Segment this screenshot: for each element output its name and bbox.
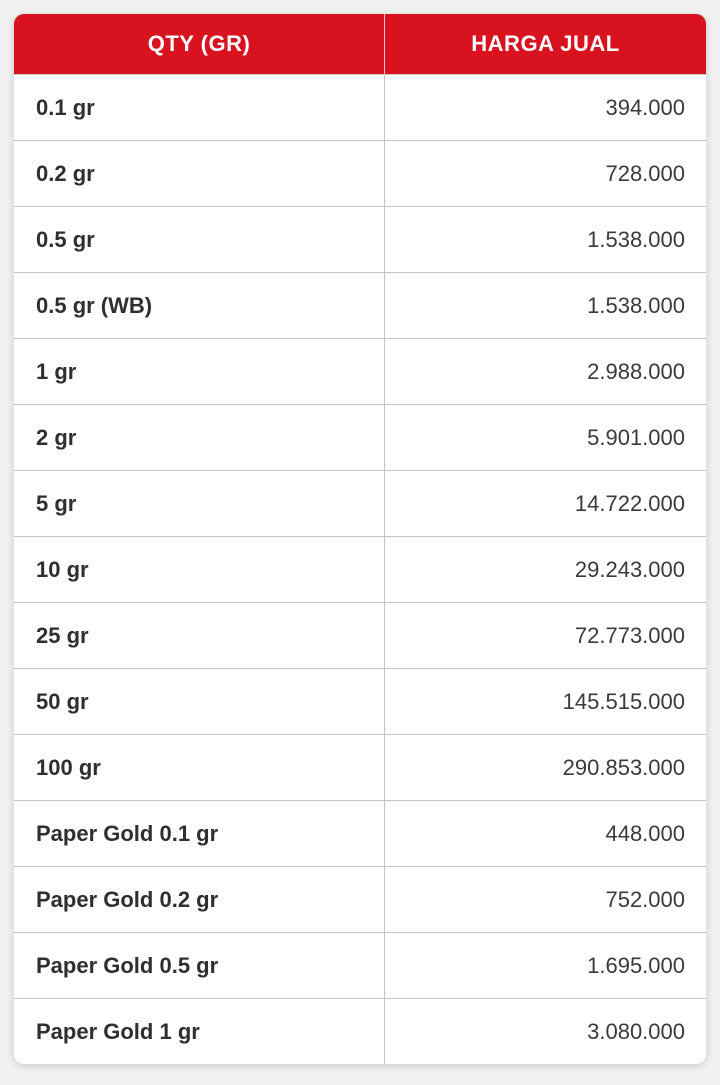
qty-cell: 0.5 gr (WB) [14,273,385,338]
qty-cell: Paper Gold 1 gr [14,999,385,1064]
price-cell: 14.722.000 [574,490,685,516]
qty-cell: Paper Gold 0.2 gr [14,867,385,932]
table-row [14,998,706,1064]
table-row [14,206,706,272]
price-cell: 290.853.000 [562,754,685,780]
price-cell: 72.773.000 [574,622,685,648]
price-cell: 448.000 [605,820,685,846]
table-row [14,470,706,536]
price-cell: 3.080.000 [587,1018,685,1044]
qty-cell: 5 gr [14,471,385,536]
table-row [14,932,706,998]
qty-cell: 2 gr [14,405,385,470]
qty-cell: Paper Gold 0.5 gr [14,933,385,998]
table-row [14,272,706,338]
qty-cell: Paper Gold 0.1 gr [14,801,385,866]
price-cell: 728.000 [605,160,685,186]
qty-cell: 0.1 gr [14,75,385,140]
price-cell: 1.538.000 [587,292,685,318]
table-row [14,140,706,206]
table-body [14,74,706,1064]
header-cell-harga-jual: HARGA JUAL [471,31,620,56]
price-cell: 5.901.000 [587,424,685,450]
table-row [14,800,706,866]
qty-cell: 0.2 gr [14,141,385,206]
qty-cell: 0.5 gr [14,207,385,272]
price-cell: 2.988.000 [587,358,685,384]
price-table-card [14,14,706,1064]
table-row [14,734,706,800]
qty-cell: 25 gr [14,603,385,668]
table-row [14,404,706,470]
qty-cell: 1 gr [14,339,385,404]
table-header-row [14,14,706,74]
price-cell: 145.515.000 [562,688,685,714]
header-cell-qty: QTY (GR) [14,14,385,74]
price-cell: 1.695.000 [587,952,685,978]
price-cell: 394.000 [605,94,685,120]
price-cell: 29.243.000 [574,556,685,582]
price-cell: 1.538.000 [587,226,685,252]
table-row [14,74,706,140]
qty-cell: 10 gr [14,537,385,602]
table-row [14,602,706,668]
qty-cell: 50 gr [14,669,385,734]
table-row [14,338,706,404]
table-row [14,866,706,932]
qty-cell: 100 gr [14,735,385,800]
table-row [14,668,706,734]
table-row [14,536,706,602]
price-cell: 752.000 [605,886,685,912]
